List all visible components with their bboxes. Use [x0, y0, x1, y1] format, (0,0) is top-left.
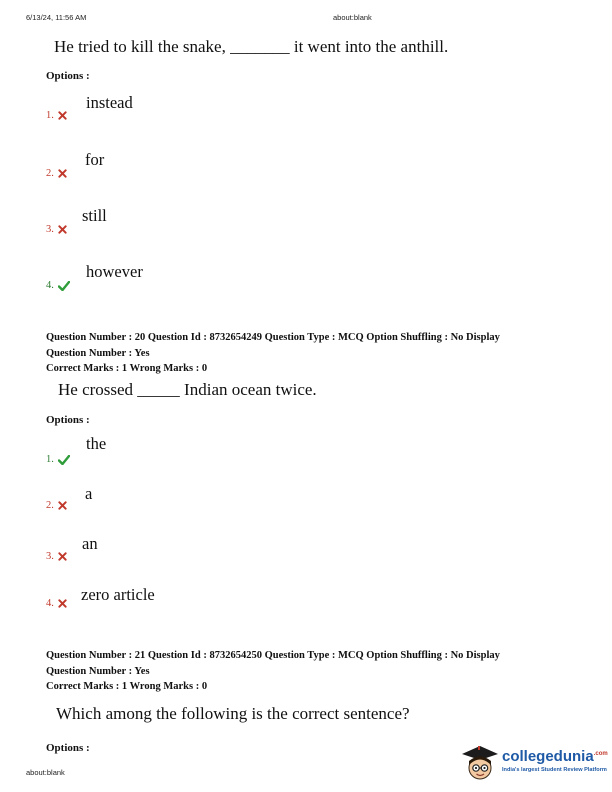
correct-check-icon	[58, 455, 70, 465]
wrong-cross-icon	[58, 169, 67, 178]
options-label-21: Options :	[46, 742, 90, 754]
options-label-20: Options :	[46, 414, 90, 426]
option-number: 2.	[46, 500, 67, 511]
meta-line: Question Number : Yes	[46, 665, 150, 677]
question-20-meta	[46, 330, 500, 377]
option-text: a	[85, 484, 93, 503]
logo-tld: .com	[593, 751, 608, 757]
option-text: however	[86, 262, 143, 281]
correct-check-icon	[58, 281, 70, 291]
print-datetime: 6/13/24, 11:56 AM	[26, 13, 87, 22]
option-number: 3.	[46, 224, 67, 235]
wrong-cross-icon	[58, 552, 67, 561]
option-text: zero article	[81, 585, 155, 604]
logo-wordmark	[502, 748, 608, 765]
meta-line: Correct Marks : 1 Wrong Marks : 0	[46, 363, 208, 374]
mascot-icon	[458, 742, 502, 786]
option-text: an	[82, 534, 98, 553]
print-footer-url: about:blank	[26, 768, 65, 777]
meta-line: Question Number : 20 Question Id : 8732654249 Question Type : MCQ Option Shuffling : No Display	[46, 332, 500, 343]
option-text: instead	[86, 93, 133, 112]
option-number: 4.	[46, 280, 70, 291]
meta-line: Correct Marks : 1 Wrong Marks : 0	[46, 681, 208, 692]
question-21-meta	[46, 648, 500, 695]
options-label-19: Options :	[46, 70, 90, 82]
option-number: 1.	[46, 110, 67, 121]
option-text: for	[85, 150, 105, 169]
option-text: the	[86, 434, 107, 453]
question-21-text: Which among the following is the correct sentence?	[56, 704, 410, 723]
question-19-text: He tried to kill the snake, _______ it went into the anthill.	[54, 37, 449, 56]
collegedunia-logo	[458, 742, 608, 787]
option-number: 3.	[46, 551, 67, 562]
wrong-cross-icon	[58, 501, 67, 510]
wrong-cross-icon	[58, 599, 67, 608]
logo-tagline: India's largest Student Review Platform	[502, 767, 607, 773]
option-number: 4.	[46, 598, 67, 609]
meta-line: Question Number : 21 Question Id : 8732654250 Question Type : MCQ Option Shuffling : No Display	[46, 650, 500, 661]
meta-line: Question Number : Yes	[46, 347, 150, 359]
option-number: 1.	[46, 454, 70, 465]
print-url: about:blank	[333, 13, 372, 22]
option-text: still	[82, 206, 107, 225]
wrong-cross-icon	[58, 225, 67, 234]
option-number: 2.	[46, 168, 67, 179]
question-20-text: He crossed _____ Indian ocean twice.	[58, 380, 317, 399]
logo-name: collegedunia	[502, 748, 594, 765]
wrong-cross-icon	[58, 111, 67, 120]
